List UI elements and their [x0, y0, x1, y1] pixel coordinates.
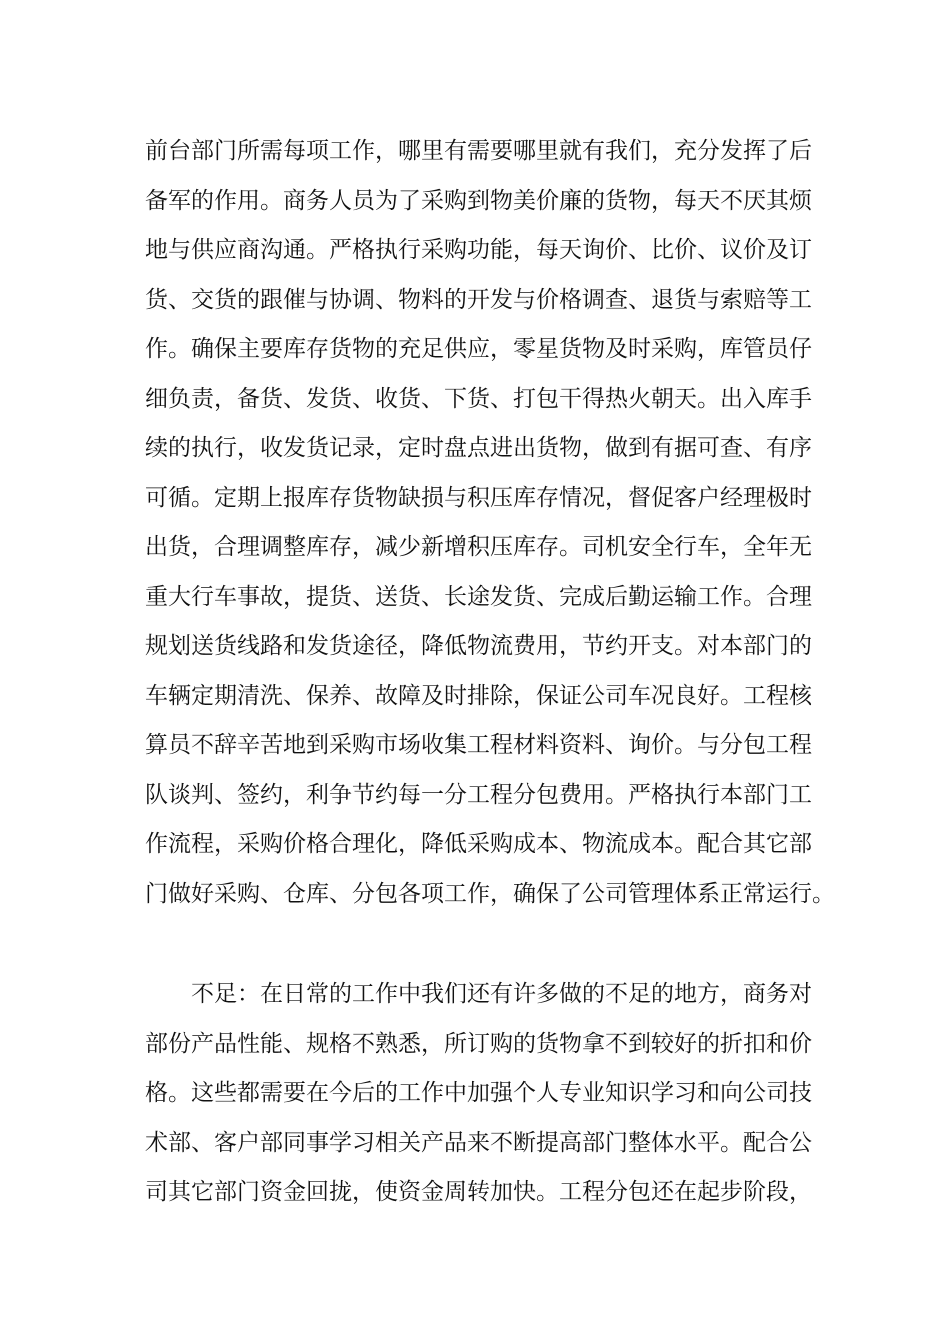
text-line: 车辆定期清洗、保养、故障及时排除，保证公司车况良好。工程核 — [145, 682, 812, 709]
text-line: 门做好采购、仓库、分包各项工作，确保了公司管理体系正常运行。 — [145, 880, 835, 907]
text-line: 格。这些都需要在今后的工作中加强个人专业知识学习和向公司技 — [145, 1080, 812, 1106]
text-line: 细负责，备货、发货、收货、下货、打包干得热火朝天。出入库手 — [145, 385, 812, 412]
text-line: 备军的作用。商务人员为了采购到物美价廉的货物，每天不厌其烦 — [145, 187, 812, 214]
text-line: 不足：在日常的工作中我们还有许多做的不足的地方，商务对 — [191, 981, 812, 1007]
text-line: 前台部门所需每项工作，哪里有需要哪里就有我们，充分发挥了后 — [145, 138, 812, 164]
text-line: 规划送货线路和发货途径，降低物流费用，节约开支。对本部门的 — [145, 633, 812, 659]
paragraph-work-summary — [145, 127, 835, 919]
text-line: 队谈判、签约，利争节约每一分工程分包费用。严格执行本部门工 — [145, 781, 812, 808]
text-line: 可循。定期上报库存货物缺损与积压库存情况，督促客户经理极时 — [145, 484, 812, 511]
text-line: 术部、客户部同事学习相关产品来不断提高部门整体水平。配合公 — [145, 1129, 812, 1156]
text-line: 货、交货的跟催与协调、物料的开发与价格调查、退货与索赔等工 — [145, 286, 812, 313]
text-line: 地与供应商沟通。严格执行采购功能，每天询价、比价、议价及订 — [145, 237, 812, 263]
text-line: 部份产品性能、规格不熟悉，所订购的货物拿不到较好的折扣和价 — [145, 1030, 812, 1057]
text-line: 司其它部门资金回拢，使资金周转加快。工程分包还在起步阶段， — [145, 1179, 812, 1205]
text-line: 重大行车事故，提货、送货、长途发货、完成后勤运输工作。合理 — [145, 583, 812, 610]
text-line: 续的执行，收发货记录，定时盘点进出货物，做到有据可查、有序 — [145, 435, 812, 461]
text-line: 作。确保主要库存货物的充足供应，零星货物及时采购，库管员仔 — [145, 336, 812, 362]
text-line: 出货，合理调整库存，减少新增积压库存。司机安全行车，全年无 — [145, 534, 812, 560]
paragraph-shortcomings — [145, 970, 835, 1218]
text-line: 作流程，采购价格合理化，降低采购成本、物流成本。配合其它部 — [145, 831, 812, 857]
text-line: 算员不辞辛苦地到采购市场收集工程材料资料、询价。与分包工程 — [145, 732, 812, 758]
